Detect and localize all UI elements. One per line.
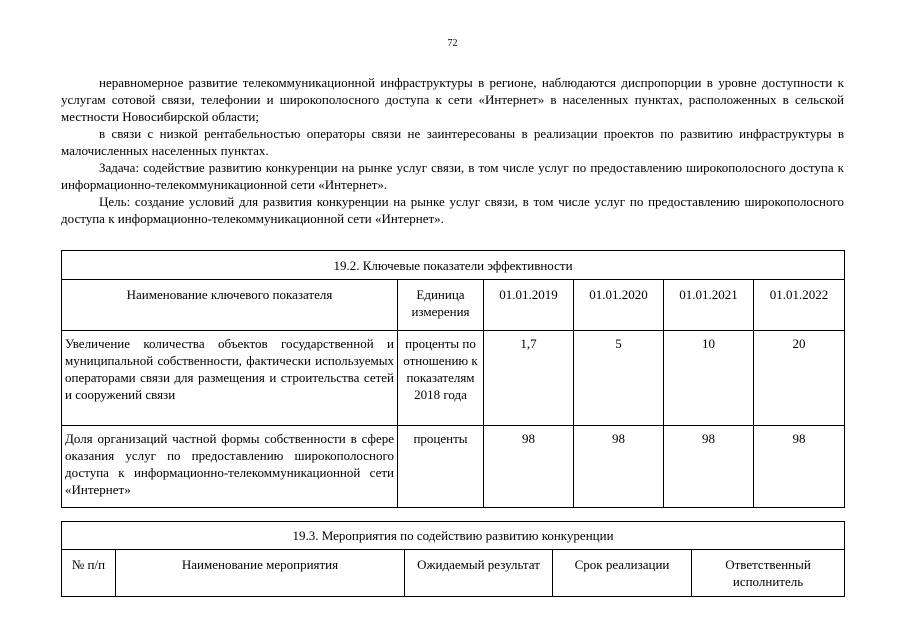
kpi-row-value: 1,7 bbox=[484, 331, 574, 426]
kpi-row-unit: проценты по отношению к показателям 2018 года bbox=[398, 331, 484, 426]
paragraph-profitability: в связи с низкой рентабельностью операторы связи не заинтересованы в реализации проектов по развитию инфраструктуры в малочисленных населенных пунктах. bbox=[61, 126, 844, 158]
measures-header-term: Срок реализации bbox=[553, 550, 692, 597]
kpi-row-value: 98 bbox=[664, 426, 754, 508]
kpi-row-value: 5 bbox=[574, 331, 664, 426]
kpi-row-value: 98 bbox=[754, 426, 845, 508]
kpi-header-year-2020: 01.01.2020 bbox=[574, 280, 664, 331]
measures-table-title: 19.3. Мероприятия по содействию развитию конкуренции bbox=[62, 522, 845, 550]
measures-table-title-row bbox=[62, 522, 845, 550]
kpi-table-header-row bbox=[62, 280, 845, 331]
measures-header-responsible: Ответственный исполнитель bbox=[692, 550, 845, 597]
kpi-row-value: 98 bbox=[484, 426, 574, 508]
kpi-table bbox=[61, 250, 845, 508]
kpi-header-year-2019: 01.01.2019 bbox=[484, 280, 574, 331]
kpi-header-unit: Единица измерения bbox=[398, 280, 484, 331]
kpi-header-name: Наименование ключевого показателя bbox=[62, 280, 398, 331]
kpi-row-name: Доля организаций частной формы собственности в сфере оказания услуг по предоставлению широкополосного доступа к информационно-телекоммуникационной сети «Интернет» bbox=[62, 426, 398, 508]
kpi-row-value: 20 bbox=[754, 331, 845, 426]
table-row bbox=[62, 426, 845, 508]
paragraph-goal: Цель: создание условий для развития конкуренции на рынке услуг связи, в том числе услуг по предоставлению широкополосного доступа к информационно-телекоммуникационной сети «Интернет». bbox=[61, 194, 844, 226]
kpi-header-year-2022: 01.01.2022 bbox=[754, 280, 845, 331]
kpi-row-name: Увеличение количества объектов государственной и муниципальной собственности, фактически используемых операторами связи для размещения и строительства сетей и сооружений связи bbox=[62, 331, 398, 426]
table-row bbox=[62, 331, 845, 426]
paragraph-task: Задача: содействие развитию конкуренции на рынке услуг связи, в том числе услуг по предоставлению широкополосного доступа к информационно-телекоммуникационной сети «Интернет». bbox=[61, 160, 844, 192]
kpi-row-value: 98 bbox=[574, 426, 664, 508]
kpi-row-value: 10 bbox=[664, 331, 754, 426]
kpi-header-year-2021: 01.01.2021 bbox=[664, 280, 754, 331]
measures-table-header-row bbox=[62, 550, 845, 597]
measures-table bbox=[61, 521, 845, 597]
page-number: 72 bbox=[447, 38, 458, 49]
paragraph-infrastructure: неравномерное развитие телекоммуникационной инфраструктуры в регионе, наблюдаются диспропорции в уровне доступности к услугам сотовой связи, телефонии и широкополосного доступа к сети «Интернет» в населенных пунктах, расположенных в сельской местности Новосибирской области; bbox=[61, 75, 844, 124]
body-text bbox=[61, 74, 844, 227]
measures-header-name: Наименование мероприятия bbox=[116, 550, 405, 597]
measures-header-result: Ожидаемый результат bbox=[405, 550, 553, 597]
kpi-row-unit: проценты bbox=[398, 426, 484, 508]
kpi-table-title: 19.2. Ключевые показатели эффективности bbox=[62, 251, 845, 280]
measures-header-num: № п/п bbox=[62, 550, 116, 597]
kpi-table-title-row bbox=[62, 251, 845, 280]
